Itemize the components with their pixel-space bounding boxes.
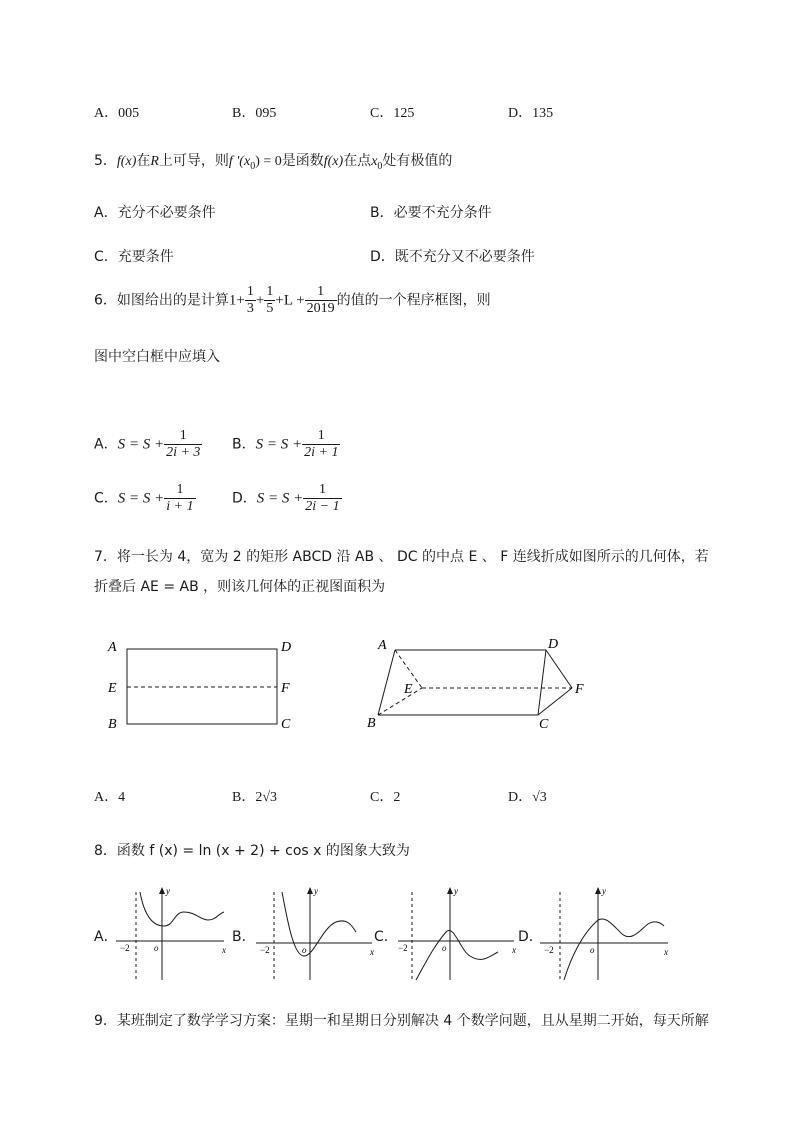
q5-x0-sub: 0 [377, 160, 383, 172]
q6-frac-1: $\frac{1}{3}$ [246, 284, 254, 317]
q6-stem [94, 284, 491, 317]
q6-option-c: C．S = S + $\frac{1}{i + 1}$ [94, 482, 194, 515]
q8-option-c-label: C． [374, 929, 398, 945]
q6-option-d: D．S = S + $\frac{1}{2i - 1}$ [232, 482, 340, 515]
fig1-label-a: A [108, 640, 117, 655]
q5-option-c: C．充要条件 [94, 249, 174, 265]
q6-tail: 的值的一个程序框图，则 [336, 292, 491, 309]
q5-text-3: 是函数 [281, 153, 324, 169]
svg-text:y: y [166, 886, 170, 896]
svg-text:x: x [512, 945, 516, 955]
svg-text:o: o [590, 945, 595, 955]
fig2-label-e: E [404, 682, 413, 697]
q5-option-d: D．既不充分又不必要条件 [370, 249, 535, 265]
q7-line-1: 7．将一长为 4，宽为 2 的矩形 ABCD 沿 AB 、 DC 的中点 E 、 F 连线折成如图所示的几何体，若 [94, 549, 709, 565]
svg-text:−2: −2 [120, 943, 130, 953]
q6-sum-lead: 1+ [228, 292, 245, 309]
q5-fx2: f(x) [323, 154, 344, 169]
q6-option-a: A．S = S + $\frac{1}{2i + 3}$ [94, 428, 201, 461]
q8-graph-d [536, 884, 672, 984]
q6-frac-2: $\frac{1}{5}$ [266, 284, 274, 317]
q8-option-b-label: B． [232, 929, 256, 945]
svg-text:−2: −2 [398, 943, 408, 953]
fig1-label-d: D [281, 640, 292, 655]
q7-figure-prism [362, 630, 602, 736]
svg-text:−2: −2 [544, 945, 554, 955]
q8-stem: 8．函数 f (x) = ln (x + 2) + cos x 的图象大致为 [94, 843, 410, 859]
q9-line-1: 9．某班制定了数学学习方案：星期一和星期日分别解决 4 个数学问题，且从星期二开始，每天所解 [94, 1013, 709, 1029]
fig1-label-e: E [108, 681, 117, 696]
q6-line-2: 图中空白框中应填入 [94, 349, 220, 365]
q5-number: 5． [94, 153, 117, 169]
q6-plus-dots: +L + [275, 292, 305, 309]
q6-option-b: B．S = S + $\frac{1}{2i + 1}$ [232, 428, 339, 461]
fig2-label-f: F [575, 682, 584, 697]
svg-text:−2: −2 [260, 945, 270, 955]
q5-eq: ) = 0 [255, 154, 282, 169]
q8-graph-a [112, 884, 228, 984]
q6-frac-3: $\frac{1}{2019}$ [306, 284, 335, 317]
q7-option-d: D．√3 [508, 790, 547, 805]
fig2-label-d: D [548, 637, 559, 652]
fig1-label-c: C [281, 717, 291, 732]
q5-option-a: A．充分不必要条件 [94, 205, 216, 221]
q4-option-c: C．125 [370, 106, 415, 121]
q5-text-5: 处有极值的 [382, 153, 453, 169]
q7-figure-rectangle [100, 632, 310, 736]
q7-option-b: B．2√3 [232, 790, 278, 805]
fig1-label-f: F [281, 681, 290, 696]
q4-option-d: D．135 [508, 106, 554, 121]
svg-text:x: x [370, 947, 374, 957]
svg-text:y: y [454, 886, 458, 896]
q7-line-2: 折叠后 AE = AB ，则该几何体的正视图面积为 [94, 579, 386, 595]
svg-text:x: x [222, 945, 226, 955]
q5-stem [94, 150, 452, 172]
q8-graph-c [394, 884, 518, 984]
svg-text:o: o [442, 943, 447, 953]
q7-option-c: C．2 [370, 790, 401, 805]
q5-fx: f(x) [116, 154, 137, 169]
svg-text:y: y [602, 886, 606, 896]
q4-option-a: A．005 [94, 106, 140, 121]
svg-text:x: x [664, 947, 668, 957]
q6-lead: 6．如图给出的是计算 [94, 292, 229, 309]
fig2-label-b: B [367, 716, 376, 731]
fig2-label-a: A [378, 638, 387, 653]
svg-text:o: o [302, 945, 307, 955]
svg-text:o: o [154, 943, 159, 953]
q5-text-1: 在 [136, 153, 151, 169]
q5-sub0: 0 [250, 160, 256, 172]
q8-option-a-label: A． [94, 929, 118, 945]
q5-x0: x [371, 154, 378, 169]
fig1-label-b: B [108, 717, 117, 732]
svg-text:y: y [314, 886, 318, 896]
q8-graph-b [252, 884, 376, 984]
q5-option-b: B．必要不充分条件 [370, 205, 492, 221]
q5-derivative: f '(x [228, 154, 251, 169]
q5-text-4: 在点 [343, 153, 372, 169]
q8-option-d-label: D． [518, 929, 543, 945]
q5-text-2: 上可导，则 [158, 153, 229, 169]
q7-option-a: A．4 [94, 790, 126, 805]
q6-plus: + [255, 292, 265, 309]
q5-R: R [150, 154, 159, 169]
fig2-label-c: C [539, 717, 549, 732]
q4-option-b: B．095 [232, 106, 277, 121]
